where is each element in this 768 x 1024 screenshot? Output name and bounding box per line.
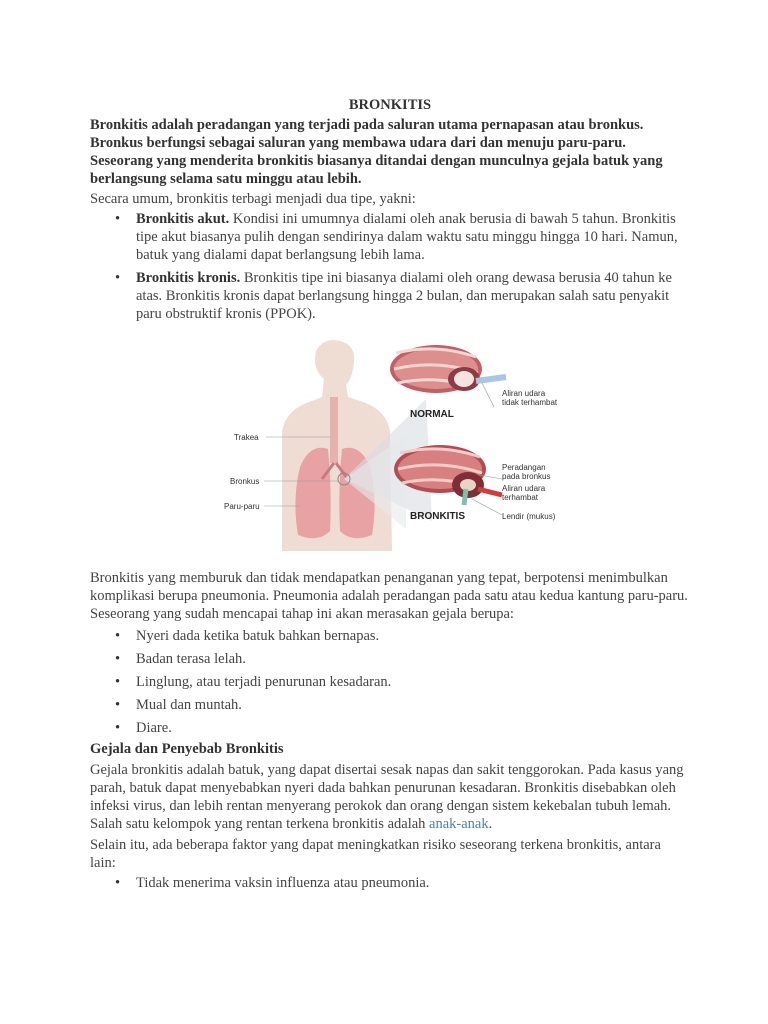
list-item (90, 673, 690, 691)
list-item (90, 874, 690, 892)
cause-paragraph (90, 761, 690, 833)
bullet-icon: • (115, 270, 121, 286)
symptom-text: Linglung, atau terjadi penurunan kesadaran. (136, 674, 392, 690)
label-paru: Paru-paru (224, 502, 260, 511)
label-aliran-terhambat: Aliran udara terhambat (502, 484, 546, 502)
bullet-icon: • (115, 628, 121, 644)
bullet-icon: • (115, 651, 121, 667)
symptom-text: Nyeri dada ketika batuk bahkan bernapas. (136, 628, 380, 644)
complication-paragraph: Bronkitis yang memburuk dan tidak mendapatkan penanganan yang tepat, berpotensi menimbulkan komplikasi berupa pneumonia. Pneumonia adalah peradangan pada satu atau kedua kantung paru-paru. Seseorang yang sudah mencapai tahap ini akan merasakan gejala berupa: (90, 570, 688, 622)
type-text: Bronkitis tipe ini biasanya dialami oleh orang dewasa berusia 40 tahun ke atas. Bronkitis kronis dapat berlangsung hingga 2 bulan, dan merupakan salah satu penyakit paru obstruktif kronis (PPOK). (136, 270, 672, 322)
list-item (90, 210, 690, 264)
risk-text: Tidak menerima vaksin influenza atau pneumonia. (136, 875, 430, 891)
label-aliran-normal: Aliran udara tidak terhambat (502, 389, 558, 407)
symptoms-list (90, 627, 690, 737)
label-normal: NORMAL (410, 409, 454, 420)
risk-intro: Selain itu, ada beberapa faktor yang dapat meningkatkan risiko seseorang terkena bronkitis, antara lain: (90, 837, 661, 871)
risk-list (90, 874, 690, 892)
cause-text: Gejala bronkitis adalah batuk, yang dapat disertai sesak napas dan sakit tenggorokan. Pada kasus yang parah, batuk dapat menyebabkan nyeri dada bahkan penurunan kesadaran. Bronkitis disebabkan oleh infeksi virus, dan lebih rentan menyerang perokok dan orang dengan sistem kekebalan tubuh lemah. Salah satu kelompok yang rentan terkena bronkitis adalah (90, 762, 684, 832)
bullet-icon: • (115, 697, 121, 713)
cause-end: . (488, 816, 493, 832)
list-item (90, 650, 690, 668)
section-heading: Gejala dan Penyebab Bronkitis (90, 741, 284, 757)
type-term: Bronkitis kronis. (136, 270, 241, 286)
label-lendir: Lendir (mukus) (502, 512, 556, 521)
list-item (90, 627, 690, 645)
types-intro: Secara umum, bronkitis terbagi menjadi dua tipe, yakni: (90, 191, 416, 207)
bullet-icon: • (115, 211, 121, 227)
bullet-icon: • (115, 875, 121, 891)
bronchitis-illustration (220, 339, 570, 551)
bullet-icon: • (115, 674, 121, 690)
bullet-icon: • (115, 720, 121, 736)
list-item (90, 696, 690, 714)
type-term: Bronkitis akut. (136, 211, 230, 227)
anak-anak-link[interactable]: anak-anak (429, 816, 489, 832)
list-item (90, 719, 690, 737)
intro-paragraph: Bronkitis adalah peradangan yang terjadi pada saluran utama pernapasan atau bronkus. Bronkus berfungsi sebagai saluran yang membawa udara dari dan menuju paru-paru. Seseorang yang menderita bronkitis biasanya ditandai dengan munculnya gejala batuk yang berlangsung selama satu minggu atau lebih. (90, 117, 663, 187)
type-text: Kondisi ini umumnya dialami oleh anak berusia di bawah 5 tahun. Bronkitis tipe akut biasanya pulih dengan sendirinya dalam waktu satu minggu hingga 10 hari. Namun, batuk yang dialami dapat berlangsung lebih lama. (136, 211, 678, 263)
symptom-text: Mual dan muntah. (136, 697, 242, 713)
label-bronkus: Bronkus (230, 477, 260, 486)
label-trakea: Trakea (234, 433, 259, 442)
types-list (90, 210, 690, 323)
list-item (90, 269, 690, 323)
label-peradangan: Peradangan pada bronkus (502, 463, 551, 481)
document-page (90, 96, 690, 897)
symptom-text: Badan terasa lelah. (136, 651, 246, 667)
document-title: BRONKITIS (348, 97, 432, 113)
symptom-text: Diare. (136, 720, 172, 736)
label-bronkitis: BRONKITIS (410, 511, 465, 522)
